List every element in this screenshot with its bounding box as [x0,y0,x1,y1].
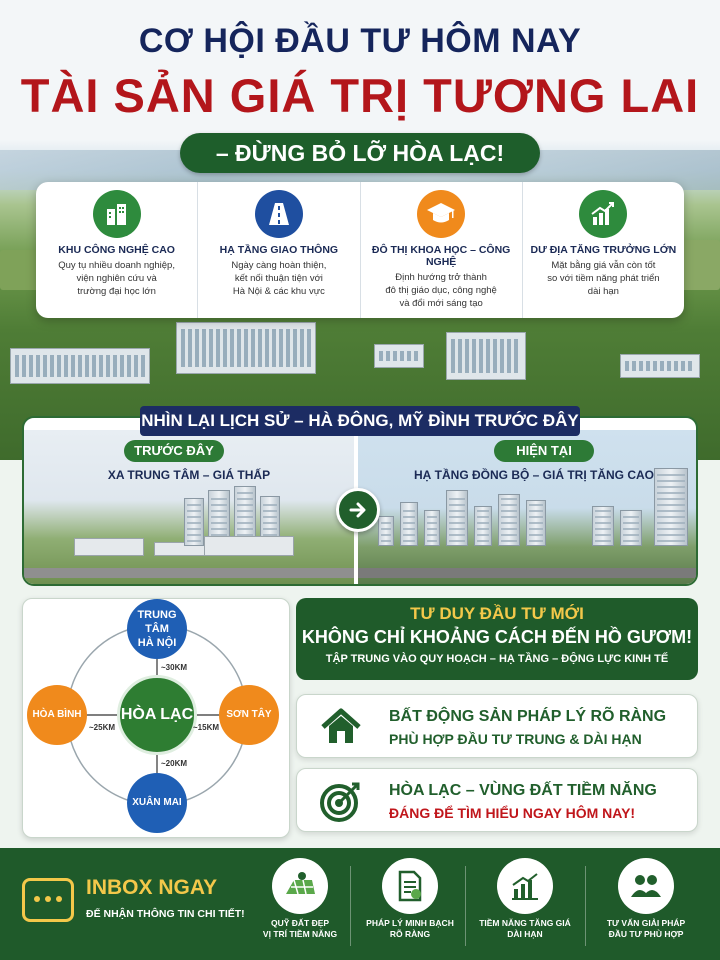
distance-map [22,598,290,838]
footer-label-line: TƯ VẤN GIẢI PHÁP [606,918,686,928]
mindset-heading: TƯ DUY ĐẦU TƯ MỚI [410,604,584,623]
feature-title: HẠ TẦNG GIAO THÔNG [219,244,339,256]
node-son-tay: SƠN TÂY [219,685,279,745]
point-legal [296,694,698,758]
mindset-subheading: KHÔNG CHỈ KHOẢNG CÁCH ĐẾN HỒ GƯƠM! [301,627,693,647]
node-xuan-mai: XUÂN MAI [127,773,187,833]
footer-label-line: RÕ RÀNG [389,929,431,939]
tower [526,500,546,546]
feature-desc-line: Hà Nội & các khu vực [232,286,325,297]
feature-desc-line: Quy tụ nhiều doanh nghiệp, [58,260,175,271]
feature-desc-line: Ngày càng hoàn thiện, [231,260,327,271]
land-plot-icon [272,858,328,914]
point-line1: HÒA LẠC – VÙNG ĐẤT TIỀM NĂNG [389,782,657,799]
campus-buildings [0,318,720,418]
hi-tech-building-icon [93,190,141,238]
low-building [204,536,294,556]
history-comparison [22,416,698,586]
history-title: NHÌN LẠI LỊCH SỬ – HÀ ĐÔNG, MỸ ĐÌNH TRƯỚC ĐÂY [140,406,580,436]
footer-item-land [250,858,350,940]
footer-label-line: QUỸ ĐẤT ĐẸP [270,918,330,928]
building [446,332,526,380]
node-hanoi-center [127,599,187,659]
arrow-right-icon [336,488,380,532]
tower [498,494,520,546]
road [358,568,698,578]
chat-bubble-icon[interactable] [22,878,74,922]
before-caption: XA TRUNG TÂM – GIÁ THẤP [107,468,271,482]
feature-science-city [360,182,522,318]
investment-mindset-banner [296,598,698,680]
footer-item-consult [596,858,696,940]
footer-label-line: ĐẦU TƯ PHÙ HỢP [608,929,684,939]
footer-item-label [475,918,575,940]
tower [184,498,204,546]
footer-item-label [250,918,350,940]
node-hoa-binh: HÒA BÌNH [27,685,87,745]
feature-desc-line: Mặt bằng giá vẫn còn tốt [551,260,656,271]
value-growth-icon [497,858,553,914]
feature-desc-line: trường đại học lớn [77,286,156,297]
mindset-focus: TẬP TRUNG VÀO QUY HOẠCH – HẠ TẦNG – ĐỘNG LỰC KINH TẾ [325,653,669,665]
feature-desc-line: và đổi mới sáng tạo [399,298,483,309]
inbox-subtitle: ĐỂ NHẬN THÔNG TIN CHI TIẾT! [86,908,245,920]
road-icon [255,190,303,238]
feature-desc-line: đô thị giáo dục, công nghệ [385,285,497,296]
feature-desc [36,259,197,298]
feature-desc [361,271,522,310]
headline-line2: TÀI SẢN GIÁ TRỊ TƯƠNG LAI [20,69,700,122]
house-icon [317,703,365,751]
point-potential [296,768,698,832]
hero-section [0,0,720,460]
building [374,344,424,368]
footer-item-legal [360,858,460,940]
footer-item-label [360,918,460,940]
node-label: HÀ NỘI [137,637,177,649]
feature-desc [198,259,359,298]
feature-desc [523,259,684,298]
tower [620,510,642,546]
footer-label-line: PHÁP LÝ MINH BẠCH [366,918,454,928]
divider [585,866,586,946]
distance-top: ~30KM [161,663,188,672]
tower [592,506,614,546]
distance-bottom: ~20KM [161,759,188,768]
footer-label-line: DÀI HẠN [507,929,543,939]
tower [446,490,468,546]
footer-item-label [596,918,696,940]
node-label: TRUNG TÂM [137,609,177,635]
point-line2: ĐÁNG ĐỂ TÌM HIỂU NGAY HÔM NAY! [389,805,636,821]
low-building [74,538,144,556]
before-tag: TRƯỚC ĐÂY [124,440,224,462]
footer-label-line: VỊ TRÍ TIỀM NĂNG [262,929,338,939]
footer-item-value [475,858,575,940]
tower [378,516,394,546]
now-caption: HẠ TẦNG ĐỒNG BỘ – GIÁ TRỊ TĂNG CAO [414,468,654,482]
feature-growth [522,182,684,318]
footer-cta [0,848,720,960]
tower [424,510,440,546]
feature-desc-line: viện nghiên cứu và [76,273,157,284]
point-line2: PHÙ HỢP ĐẦU TƯ TRUNG & DÀI HẠN [389,731,642,747]
consulting-people-icon [618,858,674,914]
feature-transport [197,182,359,318]
distance-left: ~25KM [89,723,116,732]
building [10,348,150,384]
feature-desc-line: dài hạn [587,286,619,297]
distance-right: ~15KM [193,723,220,732]
feature-title: DƯ ĐỊA TĂNG TRƯỞNG LỚN [530,244,677,256]
inbox-now-button[interactable]: INBOX NGAY [86,876,218,899]
point-line1: BẤT ĐỘNG SẢN PHÁP LÝ RÕ RÀNG [389,708,667,725]
growth-chart-icon [579,190,627,238]
feature-desc-line: Định hướng trở thành [395,272,487,283]
footer-label-line: TIỀM NĂNG TĂNG GIÁ [479,918,571,928]
target-icon [317,777,365,825]
feature-title: KHU CÔNG NGHỆ CAO [58,244,175,256]
now-tag: HIỆN TẠI [494,440,594,462]
node-hoa-lac: HÒA LẠC [117,675,197,755]
divider [465,866,466,946]
tower [474,506,492,546]
feature-title: ĐÔ THỊ KHOA HỌC – CÔNG NGHỆ [371,244,511,268]
road [24,568,354,578]
feature-desc-line: kết nối thuận tiện với [234,273,323,284]
headline-line1: CƠ HỘI ĐẦU TƯ HÔM NAY [138,22,582,60]
legal-document-icon [382,858,438,914]
feature-desc-line: so với tiềm năng phát triển [547,273,660,284]
tower [400,502,418,546]
building [620,354,700,378]
tagline-pill: – ĐỪNG BỎ LỠ HÒA LẠC! [180,133,540,173]
feature-card [36,182,684,318]
divider [350,866,351,946]
graduation-cap-icon [417,190,465,238]
building [176,322,316,374]
feature-hi-tech [36,182,197,318]
